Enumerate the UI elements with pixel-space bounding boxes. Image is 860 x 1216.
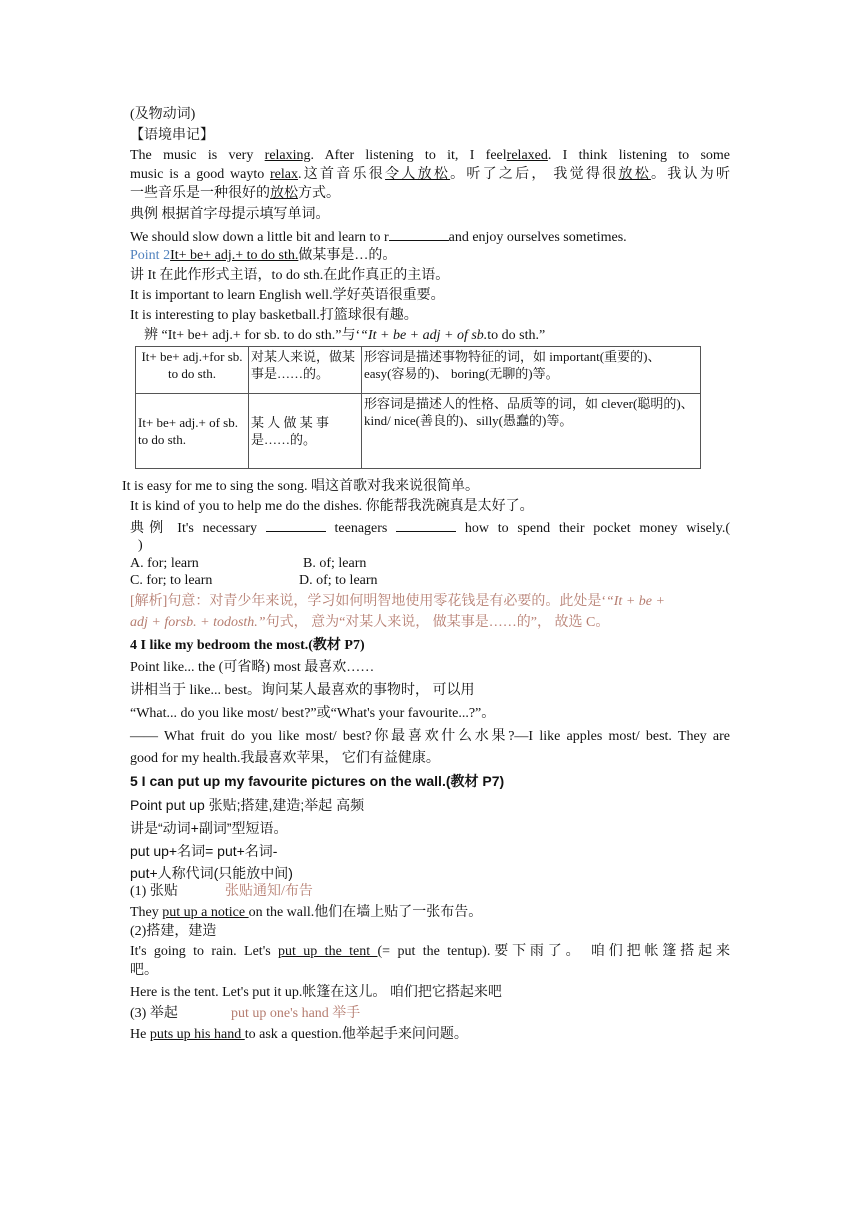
text-line: —— What fruit do you like most/ best?你最喜欢什么水果?—I like apples most/ best. They are	[130, 729, 730, 744]
analysis-line: [解析]句意：对青少年来说，学习如何明智地使用零花钱是有必要的。此处是‘“It + be +	[130, 594, 665, 609]
text-line: (3) 举起 put up one's hand 举手	[130, 1006, 361, 1021]
table-cell: 某 人 做 某 事是……的。	[249, 394, 362, 469]
text-line: put up+名词= put+名词-	[130, 843, 278, 859]
text-line: He puts up his hand to ask a question.他举起手来问问题。	[130, 1027, 468, 1042]
text-line: They put up a notice on the wall.他们在墙上贴了一张布告。	[130, 905, 483, 920]
text-line: Here is the tent. Let's put it up.帐篷在这儿。 咱们把它搭起来吧	[130, 985, 502, 1000]
table-row	[136, 347, 701, 394]
table-cell: 形容词是描述事物特征的词，如 important(重要的)、easy(容易的)、 boring(无聊的)等。	[362, 347, 701, 394]
text-line: (及物动词)	[130, 107, 196, 122]
point-heading: Point 2It+ be+ adj.+ to do sth.做某事是…的。	[130, 248, 397, 263]
table-cell: It+ be+ adj.+for sb. to do sth.	[136, 347, 249, 394]
text-line: (1) 张贴 张贴通知/布告	[130, 884, 313, 899]
text-line: Point like... the (可省略) most 最喜欢……	[130, 660, 375, 675]
comparison-table	[135, 346, 701, 469]
analysis-line: adj + forsb. + todosth.”句式， 意为“对某人来说， 做某事是……的”， 故选 C。	[130, 615, 610, 630]
answer-blank	[396, 519, 456, 532]
text-line: 讲 It 在此作形式主语，to do sth.在此作真正的主语。	[130, 268, 450, 283]
table-row	[136, 394, 701, 469]
text-line: Point put up 张贴;搭建,建造;举起 高频	[130, 797, 365, 813]
text-line: It is kind of you to help me do the dishes. 你能帮我洗碗真是太好了。	[130, 499, 534, 514]
text-line: 一些音乐是一种很好的放松方式。	[130, 186, 340, 201]
text-line: It is easy for me to sing the song. 唱这首歌对我来说很简单。	[122, 479, 479, 494]
answer-blank	[266, 519, 326, 532]
text-line: good for my health.我最喜欢苹果， 它们有益健康。	[130, 751, 440, 766]
text-line: “What... do you like most/ best?”或“What's your favourite...?”。	[130, 706, 496, 721]
text-line: (2)搭建，建造	[130, 924, 217, 939]
text-line: 辨 “It+ be+ adj.+ for sb. to do sth.”与‘“It + be + adj + of sb.to do sth.”	[144, 328, 546, 343]
text-line: put+人称代词(只能放中间)	[130, 865, 293, 881]
text-line: 吧。	[130, 963, 158, 978]
exercise-line: We should slow down a little bit and learn to r and enjoy ourselves sometimes.	[130, 230, 627, 245]
text-line: The music is very relaxing. After listening to it, I feelrelaxed. I think listening to some	[130, 148, 731, 163]
text-line: 典例 根据首字母提示填写单词。	[130, 207, 330, 222]
section-heading: 【语境串记】	[130, 128, 214, 143]
text-line: It's going to rain. Let's put up the tent (= put the tentup).要下雨了。 咱们把帐篷搭起来	[130, 944, 730, 959]
section-heading: 5 I can put up my favourite pictures on the wall.(教材 P7)	[130, 773, 505, 789]
option-row: C. for; to learn D. of; to learn	[130, 573, 378, 588]
text-line: 讲是“动词+副词”型短语。	[130, 820, 288, 836]
text-line: It is interesting to play basketball.打篮球很有趣。	[130, 308, 418, 323]
exercise-line: 典例 It's necessary teenagers how to spend their pocket money wisely.(	[130, 521, 731, 536]
table-cell: It+ be+ adj.+ of sb. to do sth.	[136, 394, 249, 469]
option-row: A. for; learn B. of; learn	[130, 556, 367, 571]
table-cell: 对某人来说，做某事是……的。	[249, 347, 362, 394]
section-heading: 4 I like my bedroom the most.(教材 P7)	[130, 638, 365, 653]
text-line: 讲相当于 like... best。询问某人最喜欢的事物时， 可以用	[130, 683, 475, 698]
text-line: )	[138, 538, 143, 553]
answer-blank	[389, 228, 449, 241]
text-line: It is important to learn English well.学好英语很重要。	[130, 288, 445, 303]
table-cell: 形容词是描述人的性格、品质等的词，如 clever(聪明的)、 kind/ nice(善良的)、silly(愚蠢的)等。	[362, 394, 701, 469]
text-line: music is a good wayto relax.这首音乐很令人放松。听了之后， 我觉得很放松。我认为听	[130, 167, 731, 182]
